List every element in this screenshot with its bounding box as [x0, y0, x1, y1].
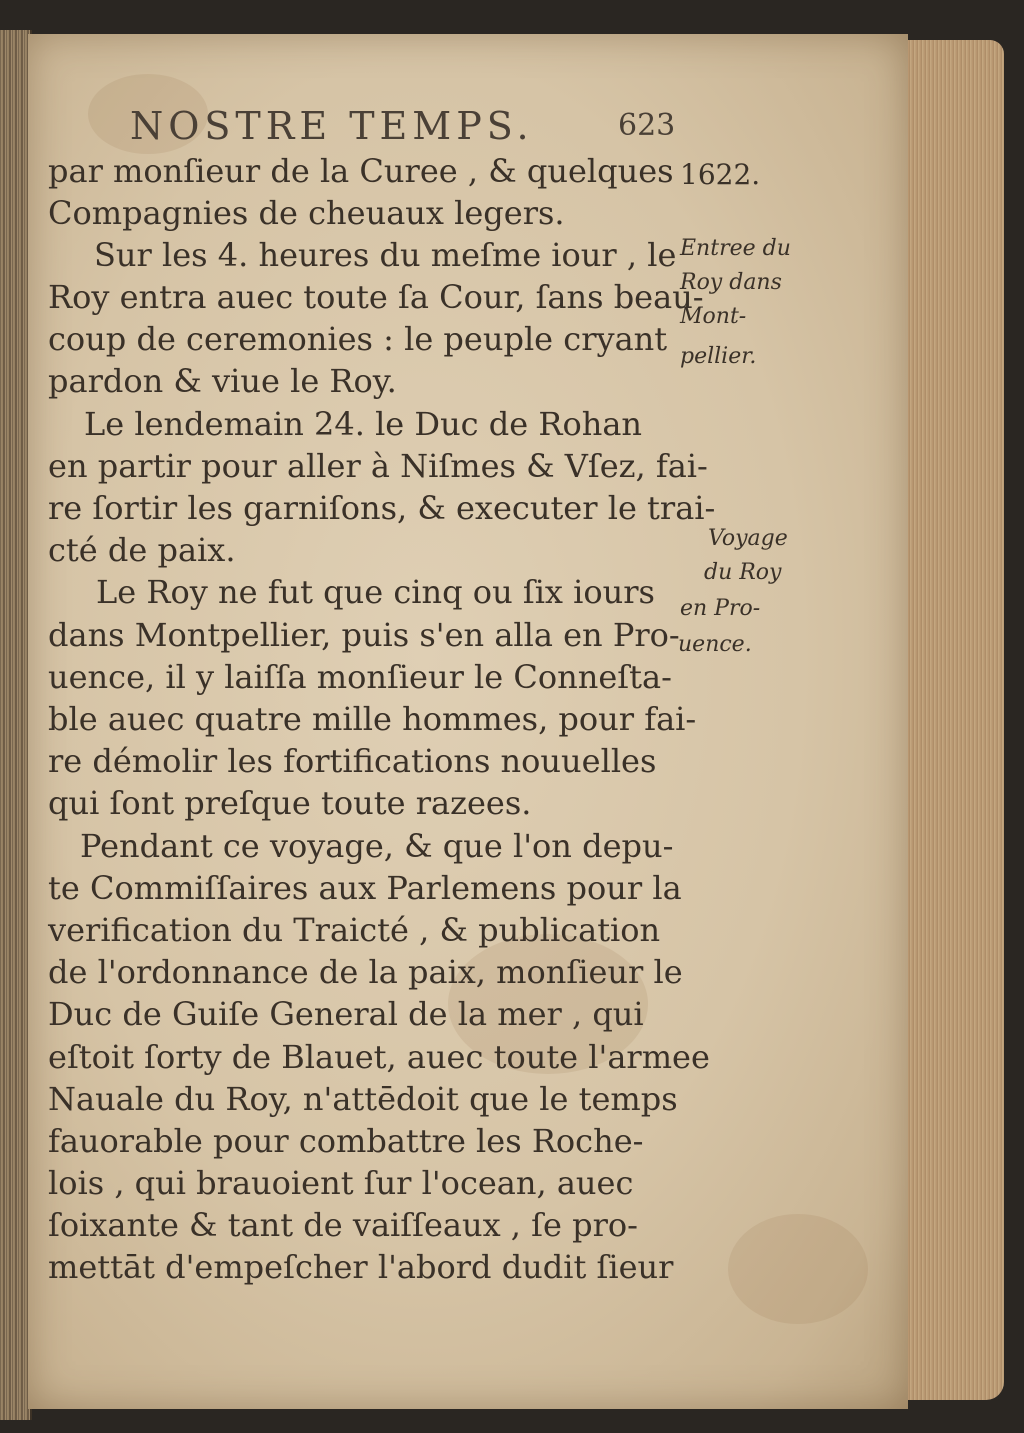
- text-line: Sur les 4. heures du meſme iour , le: [94, 236, 677, 274]
- margin-note-line: du Roy: [704, 560, 782, 585]
- text-line: dans Montpellier, puis s'en alla en Pro-: [48, 616, 680, 654]
- text-line: re démolir les fortifications nouuelles: [48, 742, 657, 780]
- margin-note-line: Voyage: [708, 526, 788, 551]
- text-line: Le lendemain 24. le Duc de Rohan: [84, 405, 643, 443]
- text-line: Pendant ce voyage, & que l'on depu-: [80, 827, 674, 865]
- text-line: ſoixante & tant de vaiſſeaux , ſe pro-: [48, 1206, 638, 1244]
- margin-note-line: en Pro-: [680, 596, 761, 621]
- text-line: Roy entra auec toute ſa Cour, ſans beau-: [48, 278, 704, 316]
- margin-note-line: Entree du: [680, 236, 791, 261]
- text-line: cté de paix.: [48, 531, 236, 569]
- margin-note-line: uence.: [678, 632, 752, 657]
- text-line: Duc de Guiſe General de la mer , qui: [48, 995, 644, 1033]
- text-line: ble auec quatre mille hommes, pour fai-: [48, 700, 697, 738]
- text-line: Compagnies de cheuaux legers.: [48, 194, 565, 232]
- page-number: 623: [618, 108, 676, 143]
- margin-year: 1622.: [680, 158, 761, 191]
- text-line: pardon & viue le Roy.: [48, 362, 397, 400]
- text-line: te Commiſſaires aux Parlemens pour la: [48, 869, 682, 907]
- text-line: Nauale du Roy, n'attēdoit que le temps: [48, 1080, 678, 1118]
- text-line: lois , qui brauoient ſur l'ocean, auec: [48, 1164, 634, 1202]
- text-line: uence, il y laiſſa monſieur le Conneſta-: [48, 658, 672, 696]
- margin-note-line: Mont-: [680, 304, 747, 329]
- text-line: fauorable pour combattre les Roche-: [48, 1122, 644, 1160]
- margin-note-line: Roy dans: [680, 270, 782, 295]
- page-block-edge: [900, 40, 1004, 1400]
- text-line: en partir pour aller à Niſmes & Vſez, fai-: [48, 447, 708, 485]
- text-line: par monſieur de la Curee , & quelques: [48, 152, 674, 190]
- text-line: qui ſont preſque toute razees.: [48, 784, 532, 822]
- text-line: de l'ordonnance de la paix, monſieur le: [48, 953, 683, 991]
- text-line: Le Roy ne fut que cinq ou ſix iours: [96, 573, 655, 611]
- text-line: mettāt d'empeſcher l'abord dudit ſieur: [48, 1248, 674, 1286]
- text-line: verification du Traicté , & publication: [48, 911, 661, 949]
- paper-stain: [728, 1214, 868, 1324]
- text-line: eſtoit ſorty de Blauet, auec toute l'armee: [48, 1038, 710, 1076]
- text-line: coup de ceremonies : le peuple cryant: [48, 320, 668, 358]
- margin-note-line: pellier.: [680, 344, 757, 369]
- text-line: re ſortir les garniſons, & executer le trai-: [48, 489, 716, 527]
- running-head: NOSTRE TEMPS.: [130, 104, 534, 148]
